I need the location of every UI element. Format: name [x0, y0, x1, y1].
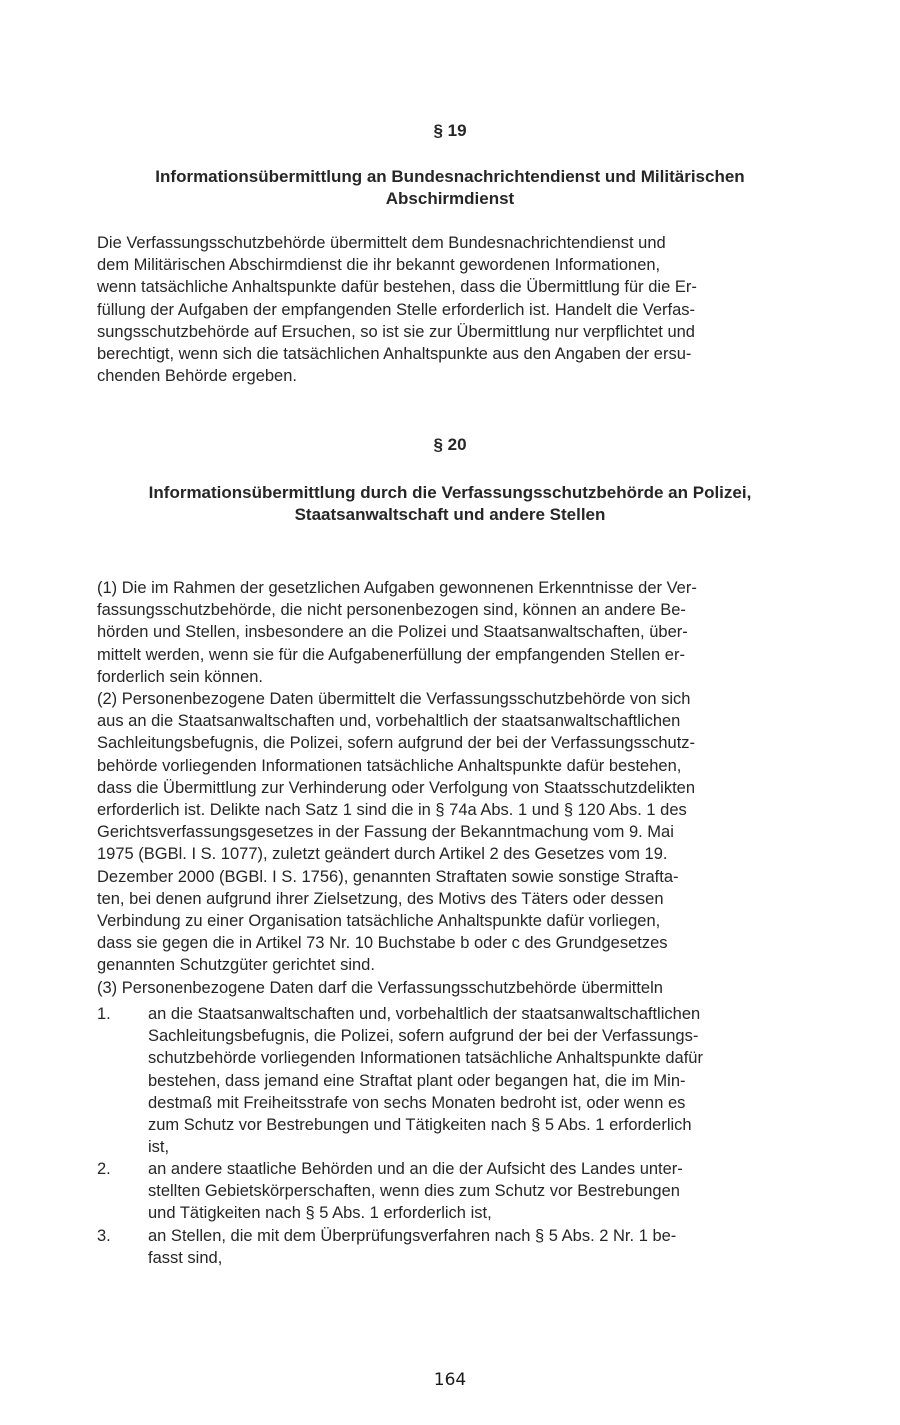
body-line: Die Verfassungsschutzbehörde übermittelt dem Bundesnachrichtendienst und [97, 234, 666, 252]
body-line: chenden Behörde ergeben. [97, 367, 297, 386]
body-line: (1) Die im Rahmen der gesetzlichen Aufgaben gewonnenen Erkenntnisse der Ver- [97, 579, 697, 597]
body-line: aus an die Staatsanwaltschaften und, vorbehaltlich der staatsanwaltschaftlichen [97, 712, 681, 731]
list-item [148, 1225, 828, 1269]
section-20-title-line: Staatsanwaltschaft und andere Stellen [294, 505, 606, 524]
body-line: fassungsschutzbehörde, die nicht personenbezogen sind, können an andere Be- [97, 601, 686, 620]
body-line: ten, bei denen aufgrund ihrer Zielsetzung, des Motivs des Täters oder dessen [97, 889, 664, 908]
body-line: sungsschutzbehörde auf Ersuchen, so ist sie zur Übermittlung nur verpflichtet und [97, 322, 695, 341]
section-20-number: § 20 [433, 435, 467, 454]
list-item-number: 3. [97, 1227, 111, 1245]
list-item [148, 1003, 828, 1158]
list-item-line: an andere staatliche Behörden und an die der Aufsicht des Landes unter- [148, 1160, 683, 1178]
section-19-title-line: Abschirmdienst [385, 189, 515, 208]
body-line: berechtigt, wenn sich die tatsächlichen Anhaltspunkte aus den Angaben der ersu- [97, 345, 692, 364]
list-item-line: und Tätigkeiten nach § 5 Abs. 1 erforderlich ist, [148, 1204, 492, 1223]
list-item-line: an die Staatsanwaltschaften und, vorbehaltlich der staatsanwaltschaftlichen [148, 1005, 701, 1023]
body-line: wenn tatsächliche Anhaltspunkte dafür bestehen, dass die Übermittlung für die Er- [97, 278, 697, 297]
list-item-line: bestehen, dass jemand eine Straftat plant oder begangen hat, die im Min- [148, 1071, 686, 1090]
list-item-line: fasst sind, [148, 1249, 223, 1268]
body-line: Verbindung zu einer Organisation tatsächliche Anhaltspunkte dafür vorliegen, [97, 912, 661, 931]
list-item-number: 1. [97, 1005, 111, 1023]
body-line: dem Militärischen Abschirmdienst die ihr bekannt gewordenen Informationen, [97, 256, 661, 275]
body-line: dass die Übermittlung zur Verhinderung oder Verfolgung von Staatsschutzdelikten [97, 778, 696, 797]
list-item-line: Sachleitungsbefugnis, die Polizei, sofern aufgrund der bei der Verfassungs- [148, 1027, 699, 1046]
list-item-number: 2. [97, 1160, 111, 1178]
list-item-line: an Stellen, die mit dem Überprüfungsverfahren nach § 5 Abs. 2 Nr. 1 be- [148, 1227, 677, 1245]
section-19-body [97, 232, 817, 387]
section-20-body [97, 577, 817, 999]
body-line: (3) Personenbezogene Daten darf die Verfassungsschutzbehörde übermitteln [97, 978, 663, 997]
section-19-title-line: Informationsübermittlung an Bundesnachrichtendienst und Militärischen [155, 167, 745, 186]
section-19-title [100, 166, 800, 210]
body-line: Gerichtsverfassungsgesetzes in der Fassung der Bekanntmachung vom 9. Mai [97, 823, 674, 842]
body-line: Sachleitungsbefugnis, die Polizei, sofern aufgrund der bei der Verfassungsschutz- [97, 734, 696, 753]
body-line: forderlich sein können. [97, 667, 264, 686]
section-19-number: § 19 [433, 121, 467, 140]
body-line: (2) Personenbezogene Daten übermittelt die Verfassungsschutzbehörde von sich [97, 690, 691, 709]
body-line: Dezember 2000 (BGBl. I S. 1756), genannten Straftaten sowie sonstige Strafta- [97, 867, 679, 886]
list-item-line: zum Schutz vor Bestrebungen und Tätigkeiten nach § 5 Abs. 1 erforderlich [148, 1116, 692, 1135]
body-line: hörden und Stellen, insbesondere an die Polizei und Staatsanwaltschaften, über- [97, 623, 688, 642]
page-number: 164 [433, 1370, 467, 1390]
body-line: mittelt werden, wenn sie für die Aufgabenerfüllung der empfangenden Stellen er- [97, 645, 685, 664]
body-line: dass sie gegen die in Artikel 73 Nr. 10 Buchstabe b oder c des Grundgesetzes [97, 934, 668, 953]
body-line: 1975 (BGBl. I S. 1077), zuletzt geändert durch Artikel 2 des Gesetzes vom 19. [97, 845, 668, 864]
list-item-line: ist, [148, 1138, 170, 1157]
body-line: genannten Schutzgüter gerichtet sind. [97, 956, 375, 975]
list-item-line: destmaß mit Freiheitsstrafe von sechs Monaten bedroht ist, oder wenn es [148, 1093, 686, 1112]
list-item-line: schutzbehörde vorliegenden Informationen tatsächliche Anhaltspunkte dafür [148, 1049, 703, 1068]
section-20-title-line: Informationsübermittlung durch die Verfassungsschutzbehörde an Polizei, [148, 483, 752, 502]
list-item [148, 1158, 828, 1225]
list-item-line: stellten Gebietskörperschaften, wenn dies zum Schutz vor Bestrebungen [148, 1182, 680, 1201]
body-line: erforderlich ist. Delikte nach Satz 1 sind die in § 74a Abs. 1 und § 120 Abs. 1 des [97, 801, 687, 820]
section-20-title [100, 482, 800, 526]
body-line: füllung der Aufgaben der empfangenden Stelle erforderlich ist. Handelt die Verfas- [97, 300, 696, 319]
body-line: behörde vorliegenden Informationen tatsächliche Anhaltspunkte dafür bestehen, [97, 756, 682, 775]
